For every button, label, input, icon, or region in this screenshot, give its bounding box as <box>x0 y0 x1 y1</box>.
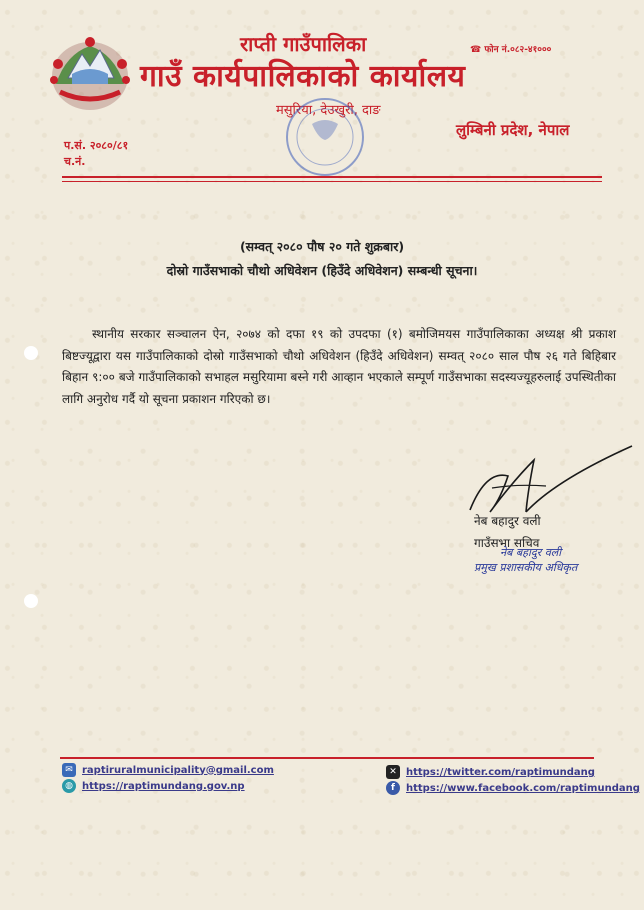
footer-twitter[interactable] <box>386 765 595 779</box>
footer-divider <box>60 757 594 759</box>
signature-stamp-title: प्रमुख प्रशासकीय अधिकृत <box>474 561 578 574</box>
email-link[interactable]: raptiruralmunicipality@gmail.com <box>82 764 274 776</box>
signer-designation: गाउँसभा सचिव <box>474 536 540 550</box>
reference-block <box>64 138 128 170</box>
nepal-emblem-logo <box>46 34 134 114</box>
facebook-link[interactable]: https://www.facebook.com/raptimundang <box>406 782 640 794</box>
province-text: लुम्बिनी प्रदेश, नेपाल <box>456 121 570 139</box>
punch-hole-top <box>24 346 38 360</box>
footer-facebook[interactable] <box>386 781 640 795</box>
phone-number <box>470 42 551 55</box>
x-twitter-icon: ✕ <box>386 765 400 779</box>
official-stamp <box>282 94 368 180</box>
notice-subject: दोस्रो गाउँसभाको चौथो अधिवेशन (हिउँदे अधिवेशन) सम्बन्धी सूचना। <box>166 263 478 278</box>
website-link[interactable]: https://raptimundang.gov.np <box>82 780 245 792</box>
header-divider <box>62 176 602 178</box>
footer-website[interactable] <box>62 779 245 793</box>
notice-date: (सम्वत् २०८० पौष २० गते शुक्रबार) <box>239 239 405 254</box>
dispatch-number: च.नं. <box>64 155 86 168</box>
reference-number: प.सं. २०८०/८१ <box>64 139 129 152</box>
punch-hole-bottom <box>24 594 38 608</box>
organization-name: राप्ती गाउँपालिका <box>240 32 367 56</box>
notice-body: स्थानीय सरकार सञ्चालन ऐन, २०७४ को दफा १९ को उपदफा (१) बमोजिमयस गाउँपालिकाका अध्यक्ष श्री प्रकाश बिष्टज्यूद्वारा यस गाउँपालिकाको दोस्रो गाउँसभाको चौथो अधिवेशन (हिउँदे अधिवेशन) सम्वत् २०८० साल पौष २६ गते बिहिबार बिहान ९:०० बजे गाउँपालिकाको सभाहल मसुरियामा बस्ने गरी आव्हान भएकाले सम्पूर्ण गाउँसभाका सदस्यज्यूहरुलाई उपस्थितीका लागि अनुरोध गर्दै यो सूचना प्रकाशन गरिएको छ। <box>62 327 616 406</box>
phone-icon: ☎ <box>470 45 485 55</box>
signer-name: नेब बहादुर वली <box>474 514 541 528</box>
phone-text: फोन नं.०८२-४१००० <box>484 45 552 55</box>
globe-icon: ◍ <box>62 779 76 793</box>
office-title: गाउँ कार्यपालिकाको कार्यालय <box>140 59 466 94</box>
email-icon: ✉ <box>62 763 76 777</box>
footer-email[interactable] <box>62 763 274 777</box>
signature-stamp-name: नेब बहादुर वली <box>500 546 562 559</box>
facebook-icon: f <box>386 781 400 795</box>
header-divider-thin <box>62 181 602 182</box>
office-address: मसुरिया, देउखुरी, दाङ <box>276 103 381 118</box>
twitter-link[interactable]: https://twitter.com/raptimundang <box>406 766 595 778</box>
